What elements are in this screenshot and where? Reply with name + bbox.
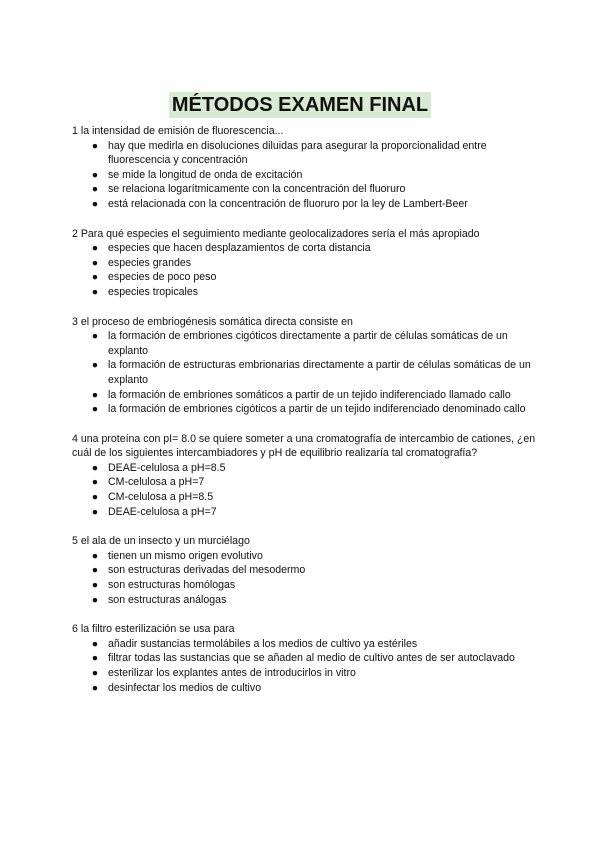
option-list bbox=[72, 637, 542, 695]
question-text: 4 una proteína con pI= 8.0 se quiere someter a una cromatografía de intercambio de cationes, ¿en cuál de los siguientes intercambiadores y pH de equilibrio realizaría tal cromatografía? bbox=[72, 432, 536, 460]
option-item bbox=[72, 139, 542, 168]
option-item bbox=[72, 329, 542, 358]
question-block bbox=[72, 432, 542, 520]
bullet-icon: ● bbox=[91, 593, 99, 606]
option-item bbox=[72, 681, 542, 696]
option-item bbox=[72, 637, 542, 652]
option-text: son estructuras derivadas del mesodermo bbox=[108, 564, 306, 577]
bullet-icon: ● bbox=[91, 359, 99, 372]
option-text: especies tropicales bbox=[108, 285, 199, 298]
question-list bbox=[72, 124, 542, 710]
option-text: desinfectar los medios de cultivo bbox=[108, 681, 262, 694]
bullet-icon: ● bbox=[91, 197, 99, 210]
option-text: CM-celulosa a pH=7 bbox=[108, 476, 205, 489]
option-item bbox=[72, 358, 542, 387]
option-text: son estructuras análogas bbox=[108, 593, 227, 606]
question-block bbox=[72, 315, 542, 417]
bullet-icon: ● bbox=[91, 579, 99, 592]
bullet-icon: ● bbox=[91, 256, 99, 269]
question-text: 5 el ala de un insecto y un murciélago bbox=[72, 535, 250, 548]
option-item bbox=[72, 402, 542, 417]
option-item bbox=[72, 490, 542, 505]
option-list bbox=[72, 139, 542, 212]
question-text: 3 el proceso de embriogénesis somática directa consiste en bbox=[72, 315, 353, 328]
option-text: especies que hacen desplazamientos de corta distancia bbox=[108, 242, 371, 255]
option-text: tienen un mismo origen evolutivo bbox=[108, 549, 263, 562]
option-item bbox=[72, 197, 542, 212]
question-text: 1 la intensidad de emisión de fluorescencia... bbox=[72, 125, 284, 137]
option-text: la formación de embriones somáticos a partir de un tejido indiferenciado llamado callo bbox=[108, 388, 511, 401]
bullet-icon: ● bbox=[91, 271, 99, 284]
option-item bbox=[72, 475, 542, 490]
bullet-icon: ● bbox=[91, 505, 99, 518]
option-item bbox=[72, 270, 542, 285]
bullet-icon: ● bbox=[91, 168, 99, 181]
bullet-icon: ● bbox=[91, 330, 99, 343]
option-item bbox=[72, 505, 542, 520]
bullet-icon: ● bbox=[91, 461, 99, 474]
question-text: 6 la filtro esterilización se usa para bbox=[72, 623, 235, 636]
option-text: son estructuras homólogas bbox=[108, 579, 236, 592]
title-container bbox=[0, 92, 600, 118]
option-text: está relacionada con la concentración de fluoruro por la ley de Lambert-Beer bbox=[108, 197, 468, 210]
option-text: la formación de estructuras embrionarias directamente a partir de células somáticas de un explanto bbox=[108, 359, 531, 386]
option-text: especies de poco peso bbox=[108, 271, 217, 284]
bullet-icon: ● bbox=[91, 491, 99, 504]
bullet-icon: ● bbox=[91, 564, 99, 577]
bullet-icon: ● bbox=[91, 403, 99, 416]
option-text: añadir sustancias termolábiles a los medios de cultivo ya estériles bbox=[108, 637, 418, 650]
bullet-icon: ● bbox=[91, 139, 99, 152]
option-text: se mide la longitud de onda de excitación bbox=[108, 168, 303, 181]
option-list bbox=[72, 549, 542, 607]
option-list bbox=[72, 461, 542, 519]
bullet-icon: ● bbox=[91, 388, 99, 401]
bullet-icon: ● bbox=[91, 637, 99, 650]
bullet-icon: ● bbox=[91, 652, 99, 665]
option-text: DEAE-celulosa a pH=7 bbox=[108, 505, 217, 518]
bullet-icon: ● bbox=[91, 242, 99, 255]
option-item bbox=[72, 593, 542, 608]
option-list bbox=[72, 329, 542, 417]
option-item bbox=[72, 168, 542, 183]
option-text: se relaciona logarítmicamente con la concentración del fluoruro bbox=[108, 183, 406, 196]
option-text: filtrar todas las sustancias que se añaden al medio de cultivo antes de ser autoclavado bbox=[108, 652, 515, 665]
question-text: 2 Para qué especies el seguimiento mediante geolocalizadores sería el más apropiado bbox=[72, 227, 480, 240]
bullet-icon: ● bbox=[91, 681, 99, 694]
option-item bbox=[72, 549, 542, 564]
option-item bbox=[72, 578, 542, 593]
option-item bbox=[72, 461, 542, 476]
page-title: MÉTODOS EXAMEN FINAL bbox=[169, 92, 431, 118]
option-item bbox=[72, 256, 542, 271]
option-item bbox=[72, 666, 542, 681]
option-list bbox=[72, 241, 542, 299]
question-block bbox=[72, 534, 542, 607]
option-text: la formación de embriones cigóticos directamente a partir de células somáticas de un explanto bbox=[108, 330, 508, 357]
option-item bbox=[72, 285, 542, 300]
option-item bbox=[72, 182, 542, 197]
bullet-icon: ● bbox=[91, 549, 99, 562]
bullet-icon: ● bbox=[91, 476, 99, 489]
option-text: especies grandes bbox=[108, 256, 192, 269]
option-item bbox=[72, 241, 542, 256]
bullet-icon: ● bbox=[91, 667, 99, 679]
option-text: la formación de embriones cigóticos a partir de un tejido indiferenciado denominado callo bbox=[108, 403, 526, 416]
bullet-icon: ● bbox=[91, 285, 99, 298]
question-block bbox=[72, 227, 542, 300]
bullet-icon: ● bbox=[91, 183, 99, 196]
option-text: hay que medirla en disoluciones diluidas para asegurar la proporcionalidad entre fluorescencia y concentración bbox=[108, 139, 487, 167]
option-text: esterilizar los explantes antes de introducirlos in vitro bbox=[108, 667, 356, 679]
option-item bbox=[72, 388, 542, 403]
option-text: DEAE-celulosa a pH=8.5 bbox=[108, 461, 226, 474]
option-item bbox=[72, 651, 542, 666]
option-item bbox=[72, 563, 542, 578]
option-text: CM-celulosa a pH=8.5 bbox=[108, 491, 214, 504]
question-block bbox=[72, 622, 542, 695]
question-block bbox=[72, 124, 542, 212]
